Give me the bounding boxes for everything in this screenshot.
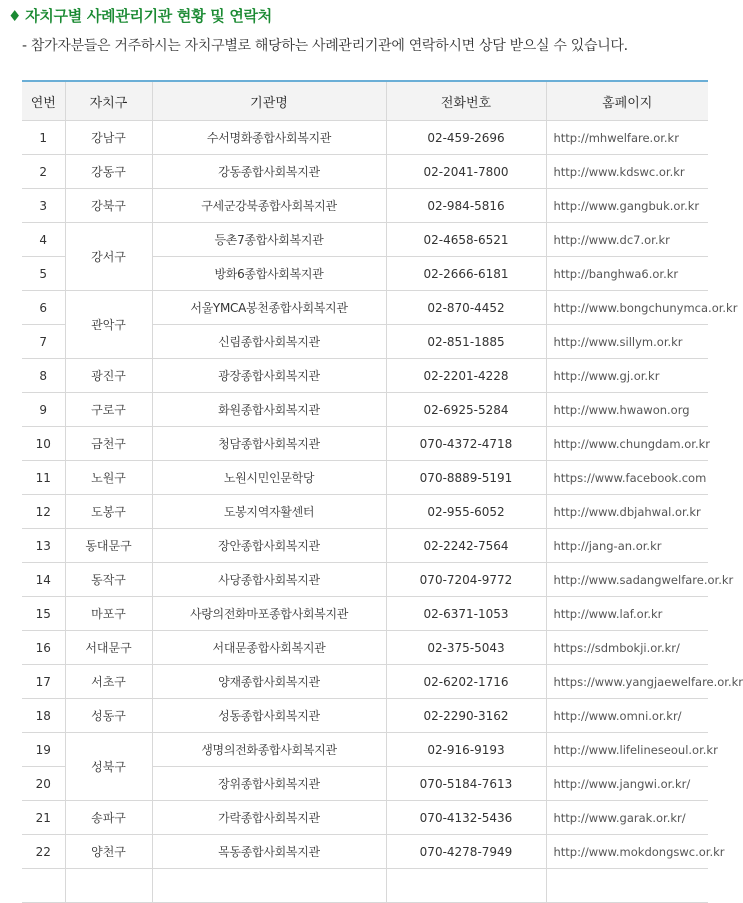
table-row (22, 155, 708, 189)
institution-name: 서울YMCA봉천종합사회복지관 (152, 291, 386, 325)
phone-number: 02-4658-6521 (386, 223, 546, 257)
row-number: 15 (22, 597, 65, 631)
phone-number: 02-6371-1053 (386, 597, 546, 631)
district-cell: 양천구 (65, 835, 152, 869)
homepage-link[interactable]: http://www.omni.or.kr/ (546, 699, 708, 733)
institution-name: 양재종합사회복지관 (152, 665, 386, 699)
homepage-link[interactable]: http://www.kdswc.or.kr (546, 155, 708, 189)
phone-number: 02-984-5816 (386, 189, 546, 223)
institution-name: 사당종합사회복지관 (152, 563, 386, 597)
diamond-icon: ♦ (8, 7, 22, 25)
district-cell: 강동구 (65, 155, 152, 189)
district-cell: 광진구 (65, 359, 152, 393)
section-description: - 참가자분들은 거주하시는 자치구별로 해당하는 사례관리기관에 연락하시면 상담 받으실 수 있습니다. (22, 38, 628, 54)
homepage-link[interactable]: http://www.mokdongswc.or.kr (546, 835, 708, 869)
table-row (22, 359, 708, 393)
row-number: 19 (22, 733, 65, 767)
homepage-link[interactable] (546, 869, 708, 903)
phone-number: 02-375-5043 (386, 631, 546, 665)
district-cell: 동작구 (65, 563, 152, 597)
table-row (22, 631, 708, 665)
section-title (8, 5, 272, 26)
phone-number: 02-6202-1716 (386, 665, 546, 699)
table-row (22, 223, 708, 257)
district-cell (65, 869, 152, 903)
row-number: 1 (22, 121, 65, 155)
homepage-link[interactable]: http://www.bongchunymca.or.kr (546, 291, 708, 325)
district-cell: 서초구 (65, 665, 152, 699)
homepage-link[interactable]: http://www.hwawon.org (546, 393, 708, 427)
row-number: 8 (22, 359, 65, 393)
table-row (22, 699, 708, 733)
table-header-row (22, 81, 708, 121)
header-phone: 전화번호 (386, 81, 546, 121)
district-cell: 강남구 (65, 121, 152, 155)
institution-name: 광장종합사회복지관 (152, 359, 386, 393)
district-cell: 관악구 (65, 291, 152, 359)
homepage-link[interactable]: http://banghwa6.or.kr (546, 257, 708, 291)
phone-number: 070-5184-7613 (386, 767, 546, 801)
phone-number: 02-870-4452 (386, 291, 546, 325)
table-row (22, 427, 708, 461)
district-cell: 성동구 (65, 699, 152, 733)
institution-name: 등촌7종합사회복지관 (152, 223, 386, 257)
institution-name: 사랑의전화마포종합사회복지관 (152, 597, 386, 631)
institution-name: 구세군강북종합사회복지관 (152, 189, 386, 223)
phone-number: 02-851-1885 (386, 325, 546, 359)
district-cell: 동대문구 (65, 529, 152, 563)
institution-table (22, 80, 743, 903)
homepage-link[interactable]: https://www.facebook.com (546, 461, 708, 495)
phone-number: 02-2666-6181 (386, 257, 546, 291)
phone-number: 02-955-6052 (386, 495, 546, 529)
phone-number: 070-4132-5436 (386, 801, 546, 835)
row-number: 21 (22, 801, 65, 835)
institution-name: 가락종합사회복지관 (152, 801, 386, 835)
row-number: 17 (22, 665, 65, 699)
row-number: 14 (22, 563, 65, 597)
institution-name: 신림종합사회복지관 (152, 325, 386, 359)
row-number: 11 (22, 461, 65, 495)
institution-name: 서대문종합사회복지관 (152, 631, 386, 665)
table-row (22, 121, 708, 155)
institution-name: 강동종합사회복지관 (152, 155, 386, 189)
table-body (22, 121, 743, 903)
institution-name: 수서명화종합사회복지관 (152, 121, 386, 155)
phone-number: 02-2242-7564 (386, 529, 546, 563)
institution-name: 도봉지역자활센터 (152, 495, 386, 529)
header-district: 자치구 (65, 81, 152, 121)
table-row (22, 529, 708, 563)
institution-name: 장위종합사회복지관 (152, 767, 386, 801)
row-number: 10 (22, 427, 65, 461)
district-cell: 도봉구 (65, 495, 152, 529)
homepage-link[interactable]: http://mhwelfare.or.kr (546, 121, 708, 155)
phone-number (386, 869, 546, 903)
homepage-link[interactable]: http://www.dc7.or.kr (546, 223, 708, 257)
row-number: 20 (22, 767, 65, 801)
header-institution: 기관명 (152, 81, 386, 121)
institution-name: 성동종합사회복지관 (152, 699, 386, 733)
row-number: 4 (22, 223, 65, 257)
table-row (22, 733, 708, 767)
section-title-text: 자치구별 사례관리기관 현황 및 연락처 (25, 7, 272, 25)
table-row (22, 835, 708, 869)
phone-number: 070-8889-5191 (386, 461, 546, 495)
institution-name: 생명의전화종합사회복지관 (152, 733, 386, 767)
institution-name (152, 869, 386, 903)
district-cell: 금천구 (65, 427, 152, 461)
institution-name: 화원종합사회복지관 (152, 393, 386, 427)
homepage-link[interactable]: http://www.chungdam.or.kr (546, 427, 708, 461)
table-row (22, 597, 708, 631)
phone-number: 070-7204-9772 (386, 563, 546, 597)
row-number: 3 (22, 189, 65, 223)
district-cell: 구로구 (65, 393, 152, 427)
district-cell: 노원구 (65, 461, 152, 495)
homepage-link[interactable]: http://www.gangbuk.or.kr (546, 189, 708, 223)
header-no: 연번 (22, 81, 65, 121)
table-row (22, 869, 708, 903)
row-number: 22 (22, 835, 65, 869)
table-row (22, 461, 708, 495)
homepage-link[interactable]: http://www.gj.or.kr (546, 359, 708, 393)
homepage-link[interactable]: https://sdmbokji.or.kr/ (546, 631, 708, 665)
row-number: 7 (22, 325, 65, 359)
table-row (22, 393, 708, 427)
row-number: 13 (22, 529, 65, 563)
phone-number: 070-4372-4718 (386, 427, 546, 461)
homepage-link[interactable]: http://www.sadangwelfare.or.kr (546, 563, 708, 597)
institution-name: 노원시민인문학당 (152, 461, 386, 495)
district-cell: 성북구 (65, 733, 152, 801)
homepage-link[interactable]: http://www.dbjahwal.or.kr (546, 495, 708, 529)
district-cell: 마포구 (65, 597, 152, 631)
table-row (22, 665, 708, 699)
homepage-link[interactable]: http://www.laf.or.kr (546, 597, 708, 631)
institution-name: 목동종합사회복지관 (152, 835, 386, 869)
district-cell: 서대문구 (65, 631, 152, 665)
row-number: 9 (22, 393, 65, 427)
row-number: 16 (22, 631, 65, 665)
district-cell: 송파구 (65, 801, 152, 835)
phone-number: 070-4278-7949 (386, 835, 546, 869)
district-cell: 강서구 (65, 223, 152, 291)
institution-name: 장안종합사회복지관 (152, 529, 386, 563)
row-number: 6 (22, 291, 65, 325)
table-row (22, 495, 708, 529)
homepage-link[interactable]: https://www.yangjaewelfare.or.kr (546, 665, 708, 699)
table-row (22, 563, 708, 597)
homepage-link[interactable]: http://jang-an.or.kr (546, 529, 708, 563)
district-cell: 강북구 (65, 189, 152, 223)
row-number: 5 (22, 257, 65, 291)
phone-number: 02-916-9193 (386, 733, 546, 767)
institution-name: 방화6종합사회복지관 (152, 257, 386, 291)
homepage-link[interactable]: http://www.lifelineseoul.or.kr (546, 733, 708, 767)
row-number: 12 (22, 495, 65, 529)
homepage-link[interactable]: http://www.jangwi.or.kr/ (546, 767, 708, 801)
row-number: 2 (22, 155, 65, 189)
phone-number: 02-2041-7800 (386, 155, 546, 189)
homepage-link[interactable]: http://www.garak.or.kr/ (546, 801, 708, 835)
phone-number: 02-6925-5284 (386, 393, 546, 427)
institution-name: 청담종합사회복지관 (152, 427, 386, 461)
phone-number: 02-2290-3162 (386, 699, 546, 733)
table-row (22, 291, 708, 325)
table-row (22, 189, 708, 223)
row-number (22, 869, 65, 903)
phone-number: 02-2201-4228 (386, 359, 546, 393)
homepage-link[interactable]: http://www.sillym.or.kr (546, 325, 708, 359)
phone-number: 02-459-2696 (386, 121, 546, 155)
row-number: 18 (22, 699, 65, 733)
header-homepage: 홈페이지 (546, 81, 708, 121)
table-row (22, 801, 708, 835)
